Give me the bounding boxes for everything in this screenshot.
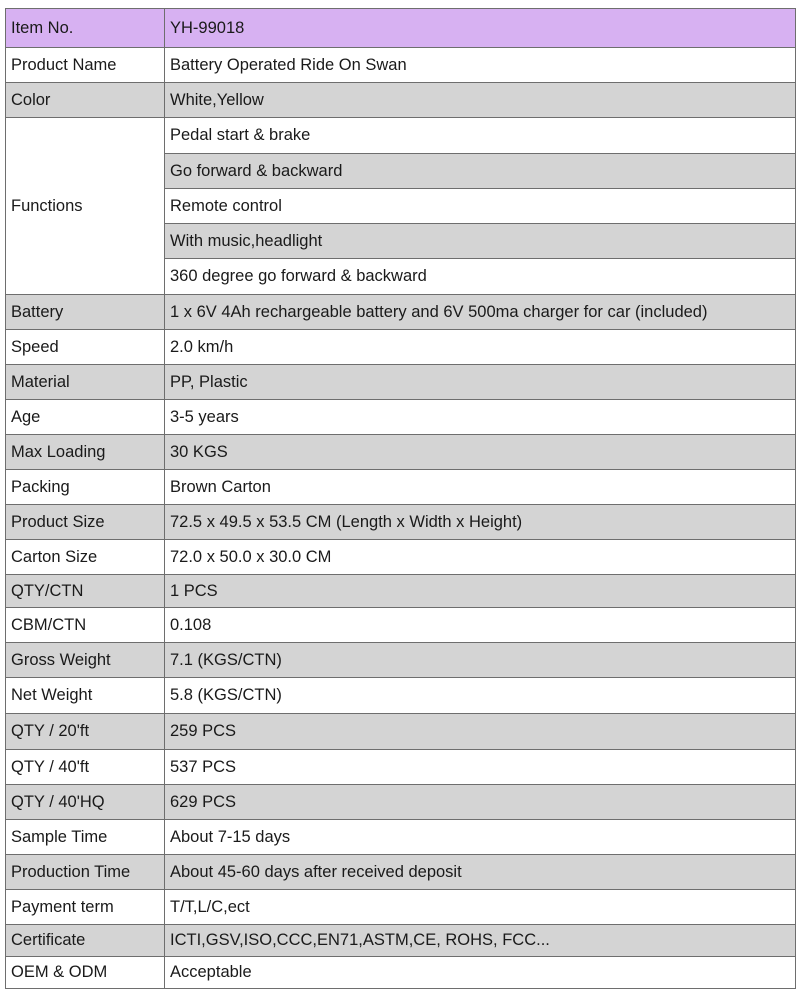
item-no-value: YH-99018	[165, 9, 796, 48]
spec-label: QTY/CTN	[6, 575, 165, 608]
table-row	[6, 925, 796, 957]
table-row	[6, 820, 796, 855]
spec-value: About 45-60 days after received deposit	[165, 855, 796, 890]
table-row	[6, 957, 796, 989]
table-row	[6, 643, 796, 678]
item-no-label: Item No.	[6, 9, 165, 48]
spec-value: 7.1 (KGS/CTN)	[165, 643, 796, 678]
table-row-item-no	[6, 9, 796, 48]
spec-value: 1 x 6V 4Ah rechargeable battery and 6V 500ma charger for car (included)	[165, 295, 796, 330]
function-item: Remote control	[165, 189, 796, 224]
table-row	[6, 855, 796, 890]
table-row	[6, 785, 796, 820]
spec-value: 259 PCS	[165, 714, 796, 750]
spec-value: 30 KGS	[165, 435, 796, 470]
table-row-functions	[6, 118, 796, 154]
spec-label: Gross Weight	[6, 643, 165, 678]
color-value: White,Yellow	[165, 83, 796, 118]
table-row	[6, 470, 796, 505]
spec-label: Battery	[6, 295, 165, 330]
spec-value: 0.108	[165, 608, 796, 643]
spec-value: About 7-15 days	[165, 820, 796, 855]
spec-value: 3-5 years	[165, 400, 796, 435]
spec-label: Production Time	[6, 855, 165, 890]
spec-value: ICTI,GSV,ISO,CCC,EN71,ASTM,CE, ROHS, FCC...	[165, 925, 796, 957]
spec-value: 5.8 (KGS/CTN)	[165, 678, 796, 714]
product-spec-table	[5, 8, 796, 989]
table-row	[6, 608, 796, 643]
table-row	[6, 678, 796, 714]
spec-value: 537 PCS	[165, 750, 796, 785]
spec-label: Carton Size	[6, 540, 165, 575]
table-row	[6, 365, 796, 400]
function-item: With music,headlight	[165, 224, 796, 259]
table-row	[6, 505, 796, 540]
table-row	[6, 714, 796, 750]
spec-value: 629 PCS	[165, 785, 796, 820]
table-row	[6, 435, 796, 470]
spec-label: Packing	[6, 470, 165, 505]
spec-label: Certificate	[6, 925, 165, 957]
product-name-label: Product Name	[6, 48, 165, 83]
table-row	[6, 750, 796, 785]
spec-label: Payment term	[6, 890, 165, 925]
table-row	[6, 540, 796, 575]
spec-label: Speed	[6, 330, 165, 365]
spec-value: Brown Carton	[165, 470, 796, 505]
table-row	[6, 400, 796, 435]
spec-label: Net Weight	[6, 678, 165, 714]
spec-label: Sample Time	[6, 820, 165, 855]
spec-label: Max Loading	[6, 435, 165, 470]
spec-label: OEM & ODM	[6, 957, 165, 989]
spec-value: Acceptable	[165, 957, 796, 989]
table-row	[6, 295, 796, 330]
function-item: 360 degree go forward & backward	[165, 259, 796, 295]
table-row	[6, 890, 796, 925]
spec-value: 1 PCS	[165, 575, 796, 608]
spec-value: 72.0 x 50.0 x 30.0 CM	[165, 540, 796, 575]
spec-value: 2.0 km/h	[165, 330, 796, 365]
table-row	[6, 575, 796, 608]
table-row-product-name	[6, 48, 796, 83]
spec-label: Age	[6, 400, 165, 435]
spec-label: Product Size	[6, 505, 165, 540]
functions-label: Functions	[6, 118, 165, 295]
function-item: Pedal start & brake	[165, 118, 796, 154]
spec-value: PP, Plastic	[165, 365, 796, 400]
spec-value: T/T,L/C,ect	[165, 890, 796, 925]
spec-label: QTY / 40'ft	[6, 750, 165, 785]
color-label: Color	[6, 83, 165, 118]
spec-label: CBM/CTN	[6, 608, 165, 643]
spec-label: QTY / 20'ft	[6, 714, 165, 750]
product-name-value: Battery Operated Ride On Swan	[165, 48, 796, 83]
table-row-color	[6, 83, 796, 118]
spec-label: Material	[6, 365, 165, 400]
spec-label: QTY / 40'HQ	[6, 785, 165, 820]
spec-value: 72.5 x 49.5 x 53.5 CM (Length x Width x Height)	[165, 505, 796, 540]
function-item: Go forward & backward	[165, 154, 796, 189]
table-row	[6, 330, 796, 365]
